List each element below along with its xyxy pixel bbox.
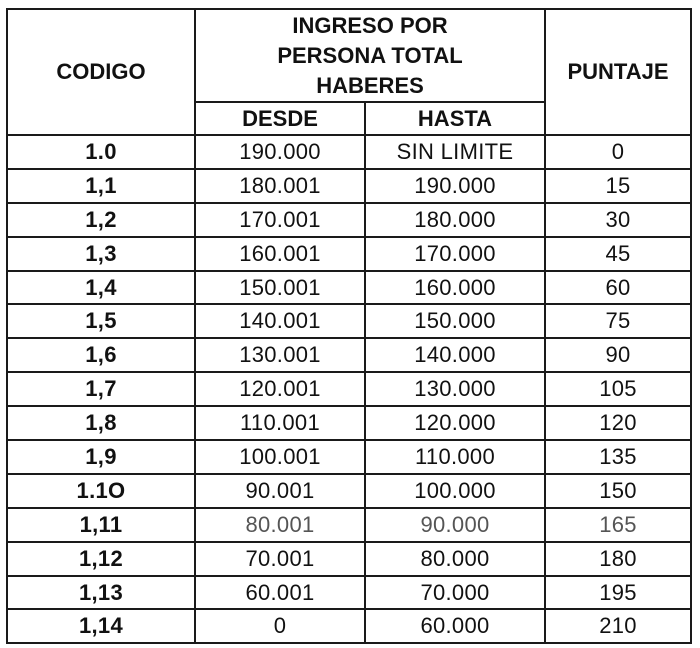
cell-puntaje: 105 [545, 372, 691, 406]
cell-puntaje: 180 [545, 542, 691, 576]
table-row [7, 542, 691, 576]
cell-desde: 110.001 [195, 406, 365, 440]
cell-puntaje: 90 [545, 338, 691, 372]
cell-hasta: 120.000 [365, 406, 545, 440]
table-row [7, 271, 691, 305]
cell-puntaje: 195 [545, 576, 691, 610]
cell-hasta: 190.000 [365, 169, 545, 203]
table-row [7, 440, 691, 474]
table-body [7, 135, 691, 643]
cell-codigo: 1,5 [7, 304, 195, 338]
cell-desde: 170.001 [195, 203, 365, 237]
cell-hasta: 60.000 [365, 609, 545, 643]
table-row [7, 203, 691, 237]
header-puntaje: PUNTAJE [545, 9, 691, 135]
table-row [7, 135, 691, 169]
cell-codigo: 1,9 [7, 440, 195, 474]
cell-hasta: 170.000 [365, 237, 545, 271]
cell-desde: 140.001 [195, 304, 365, 338]
table-header [7, 9, 691, 135]
cell-puntaje: 45 [545, 237, 691, 271]
cell-codigo: 1.0 [7, 135, 195, 169]
cell-codigo: 1,7 [7, 372, 195, 406]
cell-desde: 130.001 [195, 338, 365, 372]
income-score-table [6, 8, 692, 644]
cell-desde: 180.001 [195, 169, 365, 203]
table-row [7, 406, 691, 440]
cell-hasta: 180.000 [365, 203, 545, 237]
cell-codigo: 1,2 [7, 203, 195, 237]
cell-codigo: 1,4 [7, 271, 195, 305]
cell-puntaje: 165 [545, 508, 691, 542]
cell-codigo: 1,11 [7, 508, 195, 542]
header-desde: DESDE [195, 102, 365, 135]
cell-hasta: 90.000 [365, 508, 545, 542]
cell-puntaje: 0 [545, 135, 691, 169]
cell-codigo: 1,13 [7, 576, 195, 610]
cell-hasta: 130.000 [365, 372, 545, 406]
cell-desde: 90.001 [195, 474, 365, 508]
cell-desde: 80.001 [195, 508, 365, 542]
cell-desde: 0 [195, 609, 365, 643]
table-row [7, 169, 691, 203]
header-hasta: HASTA [365, 102, 545, 135]
cell-hasta: 160.000 [365, 271, 545, 305]
header-income-group [195, 9, 545, 102]
cell-puntaje: 120 [545, 406, 691, 440]
table-row [7, 372, 691, 406]
cell-desde: 150.001 [195, 271, 365, 305]
cell-codigo: 1,6 [7, 338, 195, 372]
cell-puntaje: 75 [545, 304, 691, 338]
cell-puntaje: 150 [545, 474, 691, 508]
header-group-line-2: PERSONA TOTAL [277, 42, 463, 68]
cell-desde: 120.001 [195, 372, 365, 406]
cell-desde: 60.001 [195, 576, 365, 610]
header-group-line-3: HABERES [316, 72, 424, 98]
cell-puntaje: 15 [545, 169, 691, 203]
cell-desde: 160.001 [195, 237, 365, 271]
cell-hasta: 110.000 [365, 440, 545, 474]
cell-puntaje: 60 [545, 271, 691, 305]
header-codigo: CODIGO [7, 9, 195, 135]
cell-codigo: 1,12 [7, 542, 195, 576]
cell-hasta: 150.000 [365, 304, 545, 338]
cell-codigo: 1,3 [7, 237, 195, 271]
table-row [7, 237, 691, 271]
cell-codigo: 1,8 [7, 406, 195, 440]
table-row [7, 576, 691, 610]
cell-desde: 100.001 [195, 440, 365, 474]
cell-hasta: 70.000 [365, 576, 545, 610]
cell-puntaje: 210 [545, 609, 691, 643]
header-group-line-1: INGRESO POR [292, 12, 448, 38]
table-row [7, 338, 691, 372]
cell-hasta: SIN LIMITE [365, 135, 545, 169]
cell-codigo: 1.1O [7, 474, 195, 508]
table-row [7, 508, 691, 542]
cell-codigo: 1,14 [7, 609, 195, 643]
table-row [7, 609, 691, 643]
cell-hasta: 80.000 [365, 542, 545, 576]
table-row [7, 304, 691, 338]
cell-puntaje: 135 [545, 440, 691, 474]
cell-hasta: 140.000 [365, 338, 545, 372]
cell-desde: 190.000 [195, 135, 365, 169]
cell-desde: 70.001 [195, 542, 365, 576]
cell-hasta: 100.000 [365, 474, 545, 508]
cell-codigo: 1,1 [7, 169, 195, 203]
table-row [7, 474, 691, 508]
cell-puntaje: 30 [545, 203, 691, 237]
